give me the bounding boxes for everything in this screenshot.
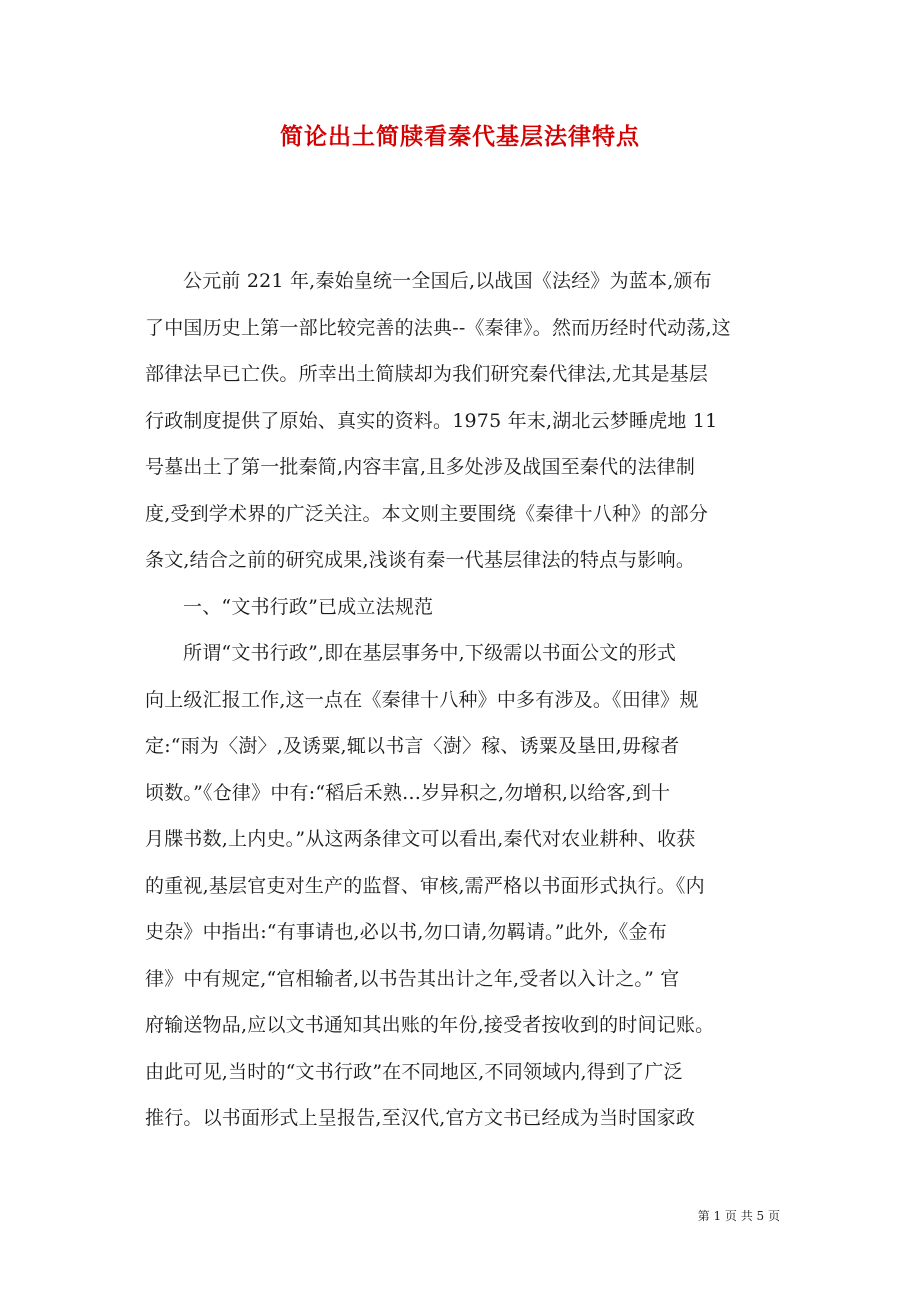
- body-line: 条文,结合之前的研究成果,浅谈有秦一代基层律法的特点与影响。: [145, 549, 696, 571]
- body-line: 行政制度提供了原始、真实的资料。1975 年末,湖北云梦睡虎地 11: [145, 410, 718, 432]
- body-line: 府输送物品,应以文书通知其出账的年份,接受者按收到的时间记账。: [145, 1014, 715, 1036]
- body-line: 号墓出土了第一批秦简,内容丰富,且多处涉及战国至秦代的法律制: [145, 456, 696, 478]
- document-title: 简论出土简牍看秦代基层法律特点: [280, 123, 640, 150]
- body-line: 史杂》中指出:“有事请也,必以书,勿口请,勿羁请。”此外,《金布: [145, 921, 667, 943]
- body-line: 月牒书数,上内史。”从这两条律文可以看出,秦代对农业耕种、收获: [145, 828, 696, 850]
- body-line: 由此可见,当时的“文书行政”在不同地区,不同领域内,得到了广泛: [145, 1061, 683, 1083]
- body-line: 顷数。”《仓律》中有:“稻后禾熟…岁异积之,勿增积,以给客,到十: [145, 782, 671, 804]
- body-line: 了中国历史上第一部比较完善的法典--《秦律》。然而历经时代动荡,这: [145, 317, 731, 339]
- body-line: 所谓“文书行政”,即在基层事务中,下级需以书面公文的形式: [183, 642, 677, 664]
- body-line: 度,受到学术界的广泛关注。本文则主要围绕《秦律十八种》的部分: [145, 503, 709, 525]
- page-number: 第 1 页 共 5 页: [697, 1209, 780, 1223]
- section-heading: 一、“文书行政”已成立法规范: [183, 596, 434, 618]
- body-line: 定:“雨为〈澍〉,及诱粟,辄以书言〈澍〉稼、诱粟及垦田,毋稼者: [145, 735, 680, 757]
- body-line: 律》中有规定,“官相输者,以书告其出计之年,受者以入计之。” 官: [145, 968, 680, 990]
- body-line: 向上级汇报工作,这一点在《秦律十八种》中多有涉及。《田律》规: [145, 689, 699, 711]
- body-line: 推行。以书面形式上呈报告,至汉代,官方文书已经成为当时国家政: [145, 1107, 696, 1129]
- body-line: 公元前 221 年,秦始皇统一全国后,以战国《法经》为蓝本,颁布: [183, 270, 712, 292]
- body-line: 部律法早已亡佚。所幸出土简牍却为我们研究秦代律法,尤其是基层: [145, 363, 709, 385]
- body-line: 的重视,基层官吏对生产的监督、审核,需严格以书面形式执行。《内: [145, 875, 705, 897]
